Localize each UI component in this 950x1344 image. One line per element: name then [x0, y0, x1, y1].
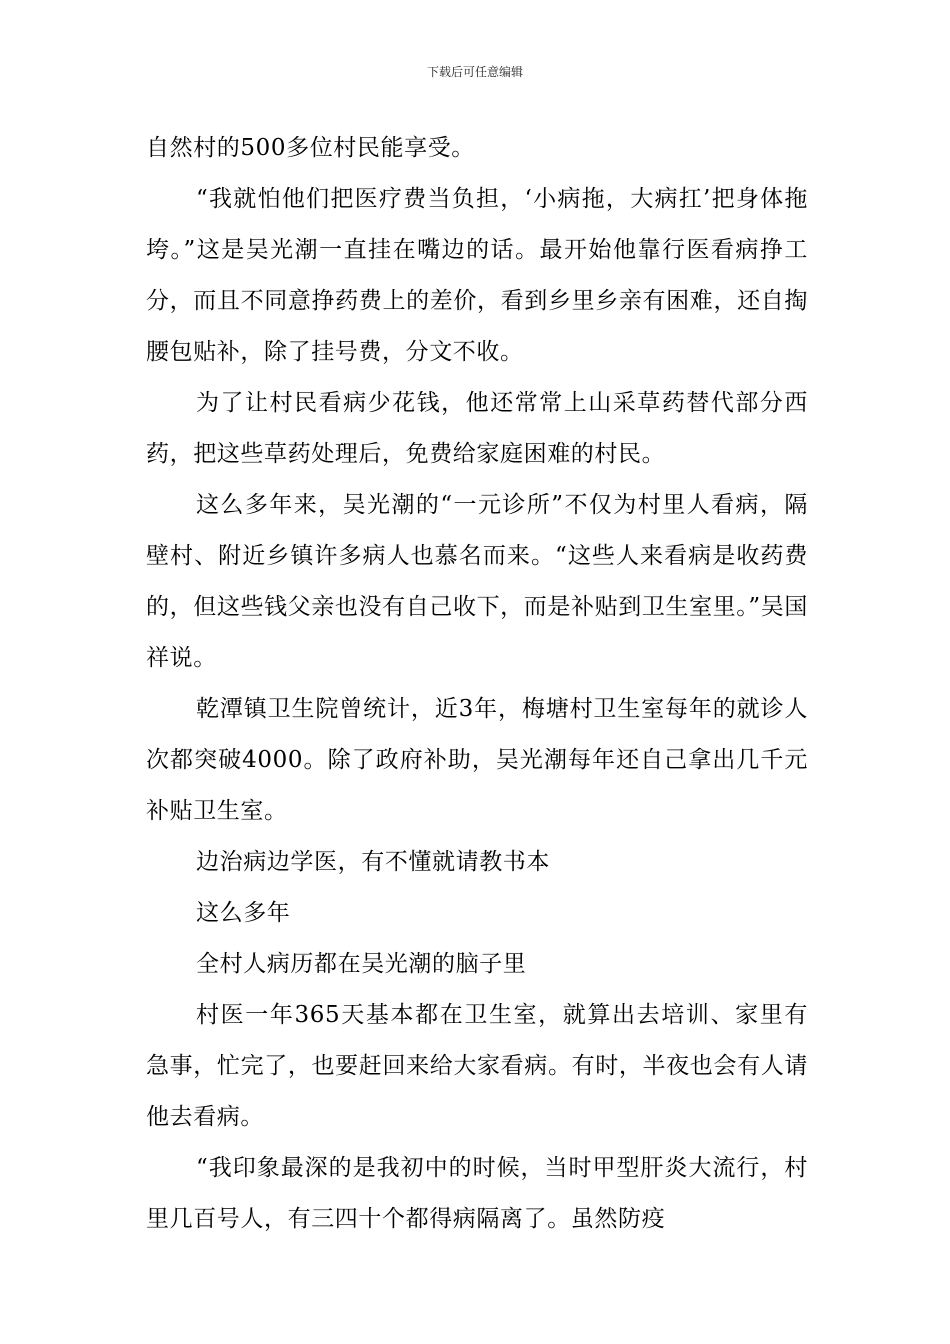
page-header: 下载后可任意编辑 [426, 65, 523, 79]
document-body [146, 123, 808, 1245]
paragraph: 乾潭镇卫生院曾统计，近3年，梅塘村卫生室每年的就诊人次都突破4000。除了政府补助，吴光潮每年还自己拿出几千元补贴卫生室。 [146, 696, 808, 824]
paragraph: 村医一年365天基本都在卫生室，就算出去培训、家里有急事，忙完了，也要赶回来给大家看病。有时，半夜也会有人请他去看病。 [146, 1002, 808, 1130]
section-heading: 这么多年 [196, 900, 291, 926]
paragraph: “我就怕他们把医疗费当负担，‘小病拖，大病扛’把身体拖垮。”这是吴光潮一直挂在嘴边的话。最开始他靠行医看病挣工分，而且不同意挣药费上的差价，看到乡里乡亲有困难，还自掏腰包贴补，除了挂号费，分文不收。 [146, 186, 808, 365]
section-heading: 全村人病历都在吴光潮的脑子里 [196, 951, 527, 977]
paragraph: 自然村的500多位村民能享受。 [146, 135, 475, 161]
paragraph: 这么多年来，吴光潮的“一元诊所”不仅为村里人看病，隔壁村、附近乡镇许多病人也慕名而来。“这些人来看病是收药费的，但这些钱父亲也没有自己收下，而是补贴到卫生室里。”吴国祥说。 [146, 492, 808, 671]
paragraph: 为了让村民看病少花钱，他还常常上山采草药替代部分西药，把这些草药处理后，免费给家庭困难的村民。 [146, 390, 808, 467]
paragraph: “我印象最深的是我初中的时候，当时甲型肝炎大流行，村里几百号人，有三四十个都得病隔离了。虽然防疫 [146, 1155, 808, 1232]
section-heading: 边治病边学医，有不懂就请教书本 [196, 849, 550, 875]
